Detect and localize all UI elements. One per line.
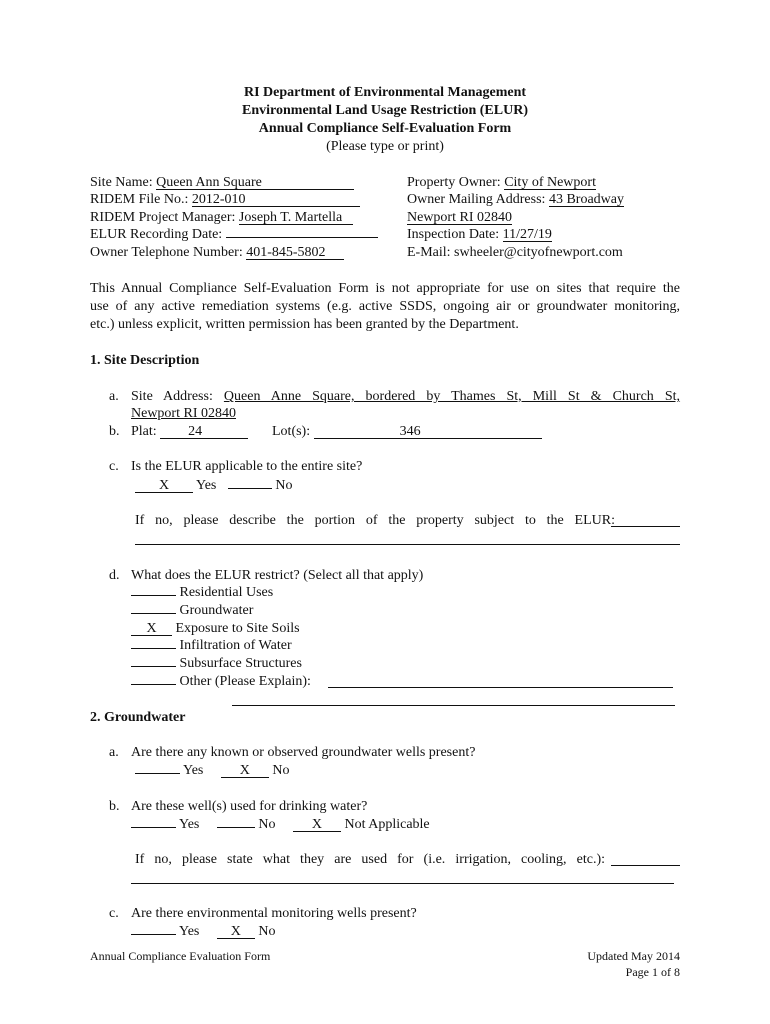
property-owner-label: Property Owner: xyxy=(407,175,501,190)
site-address-field[interactable]: Queen Anne Square, bordered by Thames St, Mill St & Church St, xyxy=(223,389,681,404)
footer-form-name: Annual Compliance Evaluation Form xyxy=(90,949,271,963)
restrict-option-infiltration xyxy=(131,638,292,654)
wells-present-yes-checkbox[interactable] xyxy=(135,773,180,774)
mailing-address-label: Owner Mailing Address: xyxy=(407,192,546,207)
item-letter-2a: a. xyxy=(109,745,119,760)
elur-restricts-question: What does the ELUR restrict? (Select all that apply) xyxy=(131,568,424,583)
form-title: Annual Compliance Self-Evaluation Form xyxy=(258,121,512,136)
restrict-option-subsurface xyxy=(131,656,302,672)
plat-row xyxy=(131,424,248,440)
form-agency-title: RI Department of Environmental Management xyxy=(243,85,527,100)
inspection-date-row xyxy=(407,227,552,243)
file-no-label: RIDEM File No.: xyxy=(90,192,189,207)
plat-field[interactable]: 24 xyxy=(160,425,248,439)
email-field[interactable]: swheeler@cityofnewport.com xyxy=(454,245,623,260)
yes-label: Yes xyxy=(182,763,204,778)
footer-page-number: Page 1 of 8 xyxy=(625,965,680,979)
site-address-city[interactable]: Newport RI 02840 xyxy=(131,406,236,421)
drinking-water-answer xyxy=(131,817,430,833)
no-label: No xyxy=(258,817,276,832)
usage-field-short[interactable] xyxy=(611,865,680,866)
owner-phone-field[interactable]: 401-845-5802 xyxy=(246,246,344,260)
mailing-city-field[interactable]: Newport RI 02840 xyxy=(407,210,512,225)
wells-present-answer xyxy=(135,763,289,779)
option-label: Other (Please Explain): xyxy=(179,674,311,689)
monitoring-wells-yes-checkbox[interactable] xyxy=(131,934,176,935)
elur-applicable-no-checkbox[interactable] xyxy=(228,488,272,489)
not-applicable-checkbox[interactable]: X xyxy=(293,818,341,832)
groundwater-checkbox[interactable] xyxy=(131,613,176,614)
no-label: No xyxy=(272,763,290,778)
plat-label: Plat: xyxy=(131,424,157,439)
not-applicable-label: Not Applicable xyxy=(344,817,430,832)
email-label: E-Mail: xyxy=(407,245,451,260)
other-explain-field-line-2[interactable] xyxy=(232,705,675,706)
form-subtitle: Environmental Land Usage Restriction (ELUR) xyxy=(242,103,528,118)
if-no-describe-prompt: If no, please describe the portion of the property subject to the ELUR: xyxy=(135,513,615,528)
form-instruction: (Please type or print) xyxy=(326,139,444,154)
mailing-address-row xyxy=(407,192,624,208)
restrict-option-other xyxy=(131,674,311,690)
residential-uses-checkbox[interactable] xyxy=(131,595,176,596)
exposure-soils-checkbox[interactable]: X xyxy=(131,622,172,636)
site-name-label: Site Name: xyxy=(90,175,153,190)
drinking-water-question: Are these well(s) used for drinking water? xyxy=(131,799,368,814)
owner-phone-label: Owner Telephone Number: xyxy=(90,245,243,260)
other-checkbox[interactable] xyxy=(131,684,176,685)
intro-line-2: use of any active remediation systems (e.g. active SSDS, ongoing air or groundwater monitoring, xyxy=(90,299,680,314)
describe-field-line[interactable] xyxy=(135,544,680,545)
site-address-line-2 xyxy=(131,406,236,422)
elur-applicable-answer xyxy=(135,478,292,494)
item-letter-1a: a. xyxy=(109,389,119,404)
restrict-option-groundwater xyxy=(131,603,253,619)
intro-line-1: This Annual Compliance Self-Evaluation Form is not appropriate for use on sites that require the xyxy=(90,281,680,296)
monitoring-wells-no-checkbox[interactable]: X xyxy=(217,925,255,939)
subsurface-checkbox[interactable] xyxy=(131,666,176,667)
site-address-row xyxy=(131,389,680,405)
section-1-heading: 1. Site Description xyxy=(90,353,200,368)
option-label: Exposure to Site Soils xyxy=(175,621,300,636)
if-no-usage-prompt: If no, please state what they are used for (i.e. irrigation, cooling, etc.): xyxy=(135,852,605,867)
yes-label: Yes xyxy=(195,478,217,493)
item-letter-1d: d. xyxy=(109,568,120,583)
intro-line-3: etc.) unless explicit, written permission has been granted by the Department. xyxy=(90,317,519,332)
no-label: No xyxy=(258,924,276,939)
option-label: Residential Uses xyxy=(179,585,274,600)
if-no-usage-row xyxy=(135,852,605,868)
project-manager-label: RIDEM Project Manager: xyxy=(90,210,236,225)
inspection-date-field[interactable]: 11/27/19 xyxy=(502,227,552,242)
if-no-describe-row xyxy=(135,513,615,529)
section-2-heading: 2. Groundwater xyxy=(90,710,186,725)
usage-field-line[interactable] xyxy=(131,883,674,884)
drinking-water-no-checkbox[interactable] xyxy=(217,827,255,828)
property-owner-field[interactable]: City of Newport xyxy=(504,175,596,190)
restrict-option-soils xyxy=(131,621,300,637)
elur-applicable-question: Is the ELUR applicable to the entire site? xyxy=(131,459,363,474)
site-name-field[interactable]: Queen Ann Square xyxy=(156,176,354,190)
property-owner-row xyxy=(407,175,596,191)
item-letter-1c: c. xyxy=(109,459,119,474)
option-label: Infiltration of Water xyxy=(179,638,292,653)
lot-label: Lot(s): xyxy=(272,424,311,439)
project-manager-field[interactable]: Joseph T. Martella xyxy=(239,211,353,225)
monitoring-wells-question: Are there environmental monitoring wells present? xyxy=(131,906,417,921)
option-label: Subsurface Structures xyxy=(179,656,302,671)
item-letter-1b: b. xyxy=(109,424,120,439)
monitoring-wells-answer xyxy=(131,924,275,940)
item-letter-2c: c. xyxy=(109,906,119,921)
restrict-option-residential xyxy=(131,585,273,601)
file-no-row xyxy=(90,192,360,208)
file-no-field[interactable]: 2012-010 xyxy=(192,193,360,207)
describe-field-short[interactable] xyxy=(611,526,680,527)
project-manager-row xyxy=(90,210,353,226)
infiltration-checkbox[interactable] xyxy=(131,648,176,649)
wells-present-question: Are there any known or observed groundwater wells present? xyxy=(131,745,476,760)
recording-date-label: ELUR Recording Date: xyxy=(90,227,223,242)
lot-field[interactable]: 346 xyxy=(314,425,542,439)
option-label: Groundwater xyxy=(179,603,254,618)
site-address-label: Site Address: xyxy=(131,389,213,404)
wells-present-no-checkbox[interactable]: X xyxy=(221,764,269,778)
recording-date-field[interactable] xyxy=(226,237,378,238)
other-explain-field[interactable] xyxy=(328,687,673,688)
inspection-date-label: Inspection Date: xyxy=(407,227,500,242)
drinking-water-yes-checkbox[interactable] xyxy=(131,827,176,828)
email-row xyxy=(407,245,623,261)
site-name-row xyxy=(90,175,354,191)
recording-date-row xyxy=(90,227,378,243)
mailing-city-row xyxy=(407,210,512,226)
no-label: No xyxy=(275,478,293,493)
yes-label: Yes xyxy=(178,924,200,939)
item-letter-2b: b. xyxy=(109,799,120,814)
elur-applicable-yes-checkbox[interactable]: X xyxy=(135,479,193,493)
owner-phone-row xyxy=(90,245,344,261)
yes-label: Yes xyxy=(178,817,200,832)
mailing-address-field[interactable]: 43 Broadway xyxy=(548,192,624,207)
footer-updated: Updated May 2014 xyxy=(587,949,680,963)
lot-row xyxy=(272,424,542,440)
